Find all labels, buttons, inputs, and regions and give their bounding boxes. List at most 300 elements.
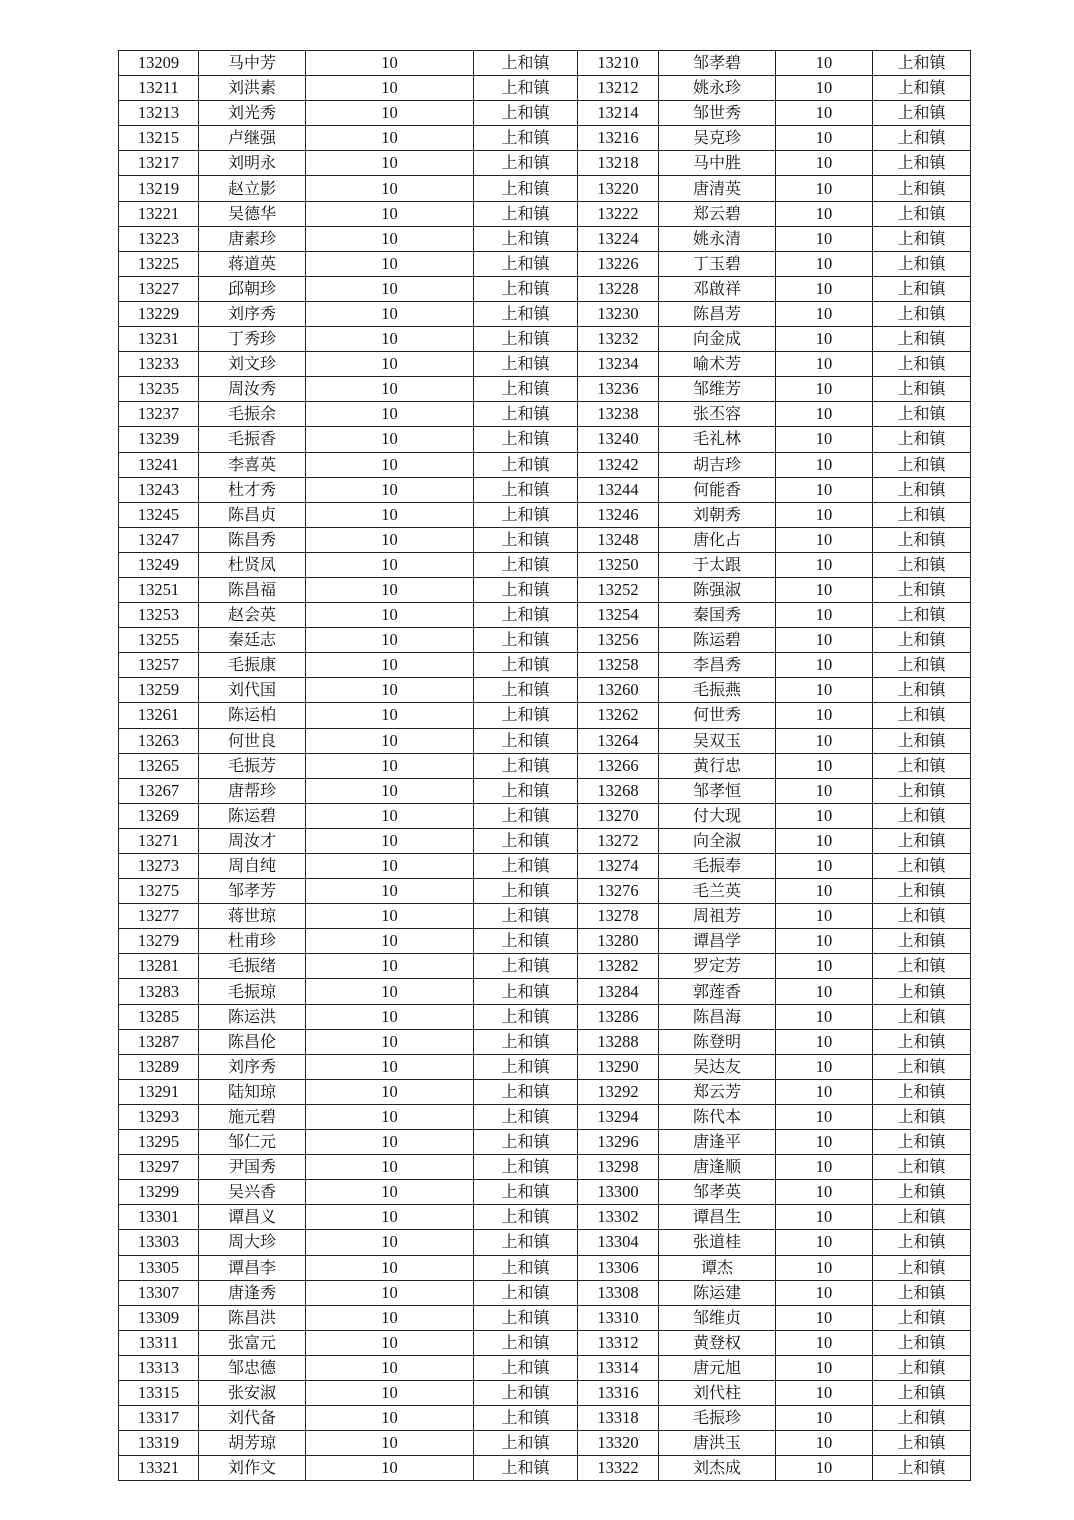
left-record-id-cell: 13313 — [119, 1355, 199, 1380]
left-person-name-cell: 陈运洪 — [199, 1004, 306, 1029]
right-amount-cell: 10 — [776, 879, 873, 904]
left-amount-cell: 10 — [306, 1079, 474, 1104]
left-record-id-cell: 13223 — [119, 226, 199, 251]
right-person-name-cell: 毛礼林 — [659, 427, 776, 452]
table-row — [119, 728, 971, 753]
left-town-cell: 上和镇 — [474, 377, 578, 402]
right-record-id-cell: 13316 — [578, 1380, 659, 1405]
left-amount-cell: 10 — [306, 1205, 474, 1230]
left-town-cell: 上和镇 — [474, 1054, 578, 1079]
right-record-id-cell: 13214 — [578, 101, 659, 126]
left-record-id-cell: 13271 — [119, 828, 199, 853]
left-person-name-cell: 邹仁元 — [199, 1130, 306, 1155]
right-record-id-cell: 13280 — [578, 929, 659, 954]
left-amount-cell: 10 — [306, 778, 474, 803]
left-record-id-cell: 13233 — [119, 352, 199, 377]
right-record-id-cell: 13286 — [578, 1004, 659, 1029]
left-town-cell: 上和镇 — [474, 502, 578, 527]
right-town-cell: 上和镇 — [873, 377, 971, 402]
right-record-id-cell: 13282 — [578, 954, 659, 979]
left-amount-cell: 10 — [306, 954, 474, 979]
right-person-name-cell: 邓啟祥 — [659, 276, 776, 301]
table-row — [119, 1205, 971, 1230]
right-town-cell: 上和镇 — [873, 1079, 971, 1104]
left-town-cell: 上和镇 — [474, 301, 578, 326]
right-person-name-cell: 邹孝英 — [659, 1180, 776, 1205]
left-person-name-cell: 刘序秀 — [199, 301, 306, 326]
right-amount-cell: 10 — [776, 703, 873, 728]
left-record-id-cell: 13239 — [119, 427, 199, 452]
right-town-cell: 上和镇 — [873, 1155, 971, 1180]
right-record-id-cell: 13242 — [578, 452, 659, 477]
right-amount-cell: 10 — [776, 653, 873, 678]
left-town-cell: 上和镇 — [474, 101, 578, 126]
left-amount-cell: 10 — [306, 1406, 474, 1431]
right-person-name-cell: 黄行忠 — [659, 753, 776, 778]
right-record-id-cell: 13248 — [578, 527, 659, 552]
left-person-name-cell: 陈昌秀 — [199, 527, 306, 552]
left-town-cell: 上和镇 — [474, 552, 578, 577]
right-town-cell: 上和镇 — [873, 603, 971, 628]
right-town-cell: 上和镇 — [873, 1255, 971, 1280]
left-record-id-cell: 13307 — [119, 1280, 199, 1305]
right-person-name-cell: 郑云芳 — [659, 1079, 776, 1104]
left-person-name-cell: 何世良 — [199, 728, 306, 753]
table-row — [119, 477, 971, 502]
right-town-cell: 上和镇 — [873, 778, 971, 803]
left-record-id-cell: 13295 — [119, 1130, 199, 1155]
right-amount-cell: 10 — [776, 251, 873, 276]
left-amount-cell: 10 — [306, 427, 474, 452]
right-amount-cell: 10 — [776, 126, 873, 151]
right-record-id-cell: 13276 — [578, 879, 659, 904]
table-row — [119, 301, 971, 326]
right-record-id-cell: 13260 — [578, 678, 659, 703]
right-town-cell: 上和镇 — [873, 51, 971, 76]
right-amount-cell: 10 — [776, 176, 873, 201]
left-person-name-cell: 胡芳琼 — [199, 1431, 306, 1456]
table-row — [119, 76, 971, 101]
right-record-id-cell: 13254 — [578, 603, 659, 628]
right-town-cell: 上和镇 — [873, 1280, 971, 1305]
right-amount-cell: 10 — [776, 477, 873, 502]
left-amount-cell: 10 — [306, 527, 474, 552]
left-amount-cell: 10 — [306, 603, 474, 628]
left-record-id-cell: 13291 — [119, 1079, 199, 1104]
table-row — [119, 1431, 971, 1456]
right-town-cell: 上和镇 — [873, 101, 971, 126]
right-town-cell: 上和镇 — [873, 226, 971, 251]
left-town-cell: 上和镇 — [474, 728, 578, 753]
left-person-name-cell: 邹孝芳 — [199, 879, 306, 904]
table-row — [119, 402, 971, 427]
left-amount-cell: 10 — [306, 1380, 474, 1405]
left-person-name-cell: 赵立影 — [199, 176, 306, 201]
left-amount-cell: 10 — [306, 327, 474, 352]
table-row — [119, 879, 971, 904]
right-record-id-cell: 13278 — [578, 904, 659, 929]
left-record-id-cell: 13277 — [119, 904, 199, 929]
left-person-name-cell: 卢继强 — [199, 126, 306, 151]
right-person-name-cell: 李昌秀 — [659, 653, 776, 678]
left-record-id-cell: 13269 — [119, 803, 199, 828]
left-amount-cell: 10 — [306, 1130, 474, 1155]
left-record-id-cell: 13231 — [119, 327, 199, 352]
left-person-name-cell: 杜才秀 — [199, 477, 306, 502]
left-amount-cell: 10 — [306, 1305, 474, 1330]
table-row — [119, 854, 971, 879]
left-amount-cell: 10 — [306, 402, 474, 427]
left-amount-cell: 10 — [306, 352, 474, 377]
right-town-cell: 上和镇 — [873, 76, 971, 101]
right-person-name-cell: 陈运建 — [659, 1280, 776, 1305]
right-town-cell: 上和镇 — [873, 1456, 971, 1481]
right-amount-cell: 10 — [776, 276, 873, 301]
left-town-cell: 上和镇 — [474, 703, 578, 728]
right-record-id-cell: 13258 — [578, 653, 659, 678]
right-person-name-cell: 向金成 — [659, 327, 776, 352]
left-town-cell: 上和镇 — [474, 427, 578, 452]
right-person-name-cell: 陈代本 — [659, 1104, 776, 1129]
right-town-cell: 上和镇 — [873, 251, 971, 276]
table-row — [119, 452, 971, 477]
left-amount-cell: 10 — [306, 1355, 474, 1380]
table-row — [119, 377, 971, 402]
left-town-cell: 上和镇 — [474, 126, 578, 151]
left-person-name-cell: 刘代国 — [199, 678, 306, 703]
left-town-cell: 上和镇 — [474, 1255, 578, 1280]
table-row — [119, 502, 971, 527]
left-person-name-cell: 陈运碧 — [199, 803, 306, 828]
right-town-cell: 上和镇 — [873, 1431, 971, 1456]
table-row — [119, 653, 971, 678]
left-town-cell: 上和镇 — [474, 151, 578, 176]
left-town-cell: 上和镇 — [474, 226, 578, 251]
left-amount-cell: 10 — [306, 1155, 474, 1180]
right-amount-cell: 10 — [776, 352, 873, 377]
table-row — [119, 628, 971, 653]
table-row — [119, 51, 971, 76]
table-row — [119, 201, 971, 226]
left-person-name-cell: 唐逢秀 — [199, 1280, 306, 1305]
table-row — [119, 778, 971, 803]
right-amount-cell: 10 — [776, 1155, 873, 1180]
right-amount-cell: 10 — [776, 1054, 873, 1079]
right-record-id-cell: 13232 — [578, 327, 659, 352]
left-town-cell: 上和镇 — [474, 276, 578, 301]
left-amount-cell: 10 — [306, 276, 474, 301]
right-person-name-cell: 唐元旭 — [659, 1355, 776, 1380]
right-person-name-cell: 马中胜 — [659, 151, 776, 176]
right-person-name-cell: 唐化占 — [659, 527, 776, 552]
right-town-cell: 上和镇 — [873, 477, 971, 502]
right-record-id-cell: 13220 — [578, 176, 659, 201]
right-person-name-cell: 黄登权 — [659, 1330, 776, 1355]
right-town-cell: 上和镇 — [873, 502, 971, 527]
left-record-id-cell: 13315 — [119, 1380, 199, 1405]
table-row — [119, 1255, 971, 1280]
left-amount-cell: 10 — [306, 1431, 474, 1456]
left-person-name-cell: 谭昌李 — [199, 1255, 306, 1280]
right-town-cell: 上和镇 — [873, 577, 971, 602]
left-person-name-cell: 施元碧 — [199, 1104, 306, 1129]
left-record-id-cell: 13253 — [119, 603, 199, 628]
left-town-cell: 上和镇 — [474, 1205, 578, 1230]
left-person-name-cell: 陈昌洪 — [199, 1305, 306, 1330]
right-person-name-cell: 喻术芳 — [659, 352, 776, 377]
left-town-cell: 上和镇 — [474, 352, 578, 377]
right-person-name-cell: 邹孝碧 — [659, 51, 776, 76]
right-town-cell: 上和镇 — [873, 1205, 971, 1230]
left-person-name-cell: 唐帮珍 — [199, 778, 306, 803]
right-amount-cell: 10 — [776, 1104, 873, 1129]
right-amount-cell: 10 — [776, 1431, 873, 1456]
table-row — [119, 151, 971, 176]
right-amount-cell: 10 — [776, 301, 873, 326]
left-amount-cell: 10 — [306, 51, 474, 76]
left-town-cell: 上和镇 — [474, 1180, 578, 1205]
right-amount-cell: 10 — [776, 753, 873, 778]
left-town-cell: 上和镇 — [474, 176, 578, 201]
right-amount-cell: 10 — [776, 502, 873, 527]
right-record-id-cell: 13288 — [578, 1029, 659, 1054]
right-person-name-cell: 郭莲香 — [659, 979, 776, 1004]
right-person-name-cell: 刘朝秀 — [659, 502, 776, 527]
left-person-name-cell: 刘代备 — [199, 1406, 306, 1431]
left-record-id-cell: 13275 — [119, 879, 199, 904]
right-town-cell: 上和镇 — [873, 1330, 971, 1355]
left-amount-cell: 10 — [306, 577, 474, 602]
left-record-id-cell: 13317 — [119, 1406, 199, 1431]
right-person-name-cell: 姚永珍 — [659, 76, 776, 101]
right-record-id-cell: 13298 — [578, 1155, 659, 1180]
left-town-cell: 上和镇 — [474, 402, 578, 427]
left-town-cell: 上和镇 — [474, 628, 578, 653]
right-person-name-cell: 何世秀 — [659, 703, 776, 728]
table-row — [119, 1180, 971, 1205]
left-amount-cell: 10 — [306, 979, 474, 1004]
left-record-id-cell: 13235 — [119, 377, 199, 402]
table-row — [119, 1004, 971, 1029]
left-person-name-cell: 陈运柏 — [199, 703, 306, 728]
left-person-name-cell: 毛振香 — [199, 427, 306, 452]
left-town-cell: 上和镇 — [474, 954, 578, 979]
left-person-name-cell: 张富元 — [199, 1330, 306, 1355]
table-row — [119, 1330, 971, 1355]
left-amount-cell: 10 — [306, 929, 474, 954]
left-record-id-cell: 13265 — [119, 753, 199, 778]
right-person-name-cell: 付大现 — [659, 803, 776, 828]
left-amount-cell: 10 — [306, 1004, 474, 1029]
left-record-id-cell: 13279 — [119, 929, 199, 954]
table-row — [119, 603, 971, 628]
right-record-id-cell: 13246 — [578, 502, 659, 527]
left-record-id-cell: 13211 — [119, 76, 199, 101]
left-record-id-cell: 13281 — [119, 954, 199, 979]
right-amount-cell: 10 — [776, 803, 873, 828]
right-amount-cell: 10 — [776, 929, 873, 954]
right-amount-cell: 10 — [776, 151, 873, 176]
left-person-name-cell: 赵会英 — [199, 603, 306, 628]
right-record-id-cell: 13290 — [578, 1054, 659, 1079]
left-amount-cell: 10 — [306, 552, 474, 577]
right-amount-cell: 10 — [776, 778, 873, 803]
right-amount-cell: 10 — [776, 552, 873, 577]
right-person-name-cell: 毛兰英 — [659, 879, 776, 904]
right-person-name-cell: 陈登明 — [659, 1029, 776, 1054]
left-amount-cell: 10 — [306, 377, 474, 402]
right-person-name-cell: 邹维贞 — [659, 1305, 776, 1330]
table-row — [119, 527, 971, 552]
left-town-cell: 上和镇 — [474, 879, 578, 904]
table-row — [119, 1029, 971, 1054]
left-record-id-cell: 13261 — [119, 703, 199, 728]
right-town-cell: 上和镇 — [873, 527, 971, 552]
left-record-id-cell: 13299 — [119, 1180, 199, 1205]
left-person-name-cell: 蒋道英 — [199, 251, 306, 276]
right-amount-cell: 10 — [776, 226, 873, 251]
left-person-name-cell: 周汝秀 — [199, 377, 306, 402]
left-person-name-cell: 毛振康 — [199, 653, 306, 678]
right-amount-cell: 10 — [776, 452, 873, 477]
left-amount-cell: 10 — [306, 1054, 474, 1079]
left-record-id-cell: 13215 — [119, 126, 199, 151]
table-row — [119, 1130, 971, 1155]
right-person-name-cell: 毛振珍 — [659, 1406, 776, 1431]
left-record-id-cell: 13287 — [119, 1029, 199, 1054]
left-amount-cell: 10 — [306, 226, 474, 251]
table-row — [119, 1456, 971, 1481]
left-record-id-cell: 13321 — [119, 1456, 199, 1481]
left-person-name-cell: 毛振芳 — [199, 753, 306, 778]
right-record-id-cell: 13212 — [578, 76, 659, 101]
left-town-cell: 上和镇 — [474, 854, 578, 879]
right-amount-cell: 10 — [776, 904, 873, 929]
right-amount-cell: 10 — [776, 51, 873, 76]
left-town-cell: 上和镇 — [474, 76, 578, 101]
left-amount-cell: 10 — [306, 1104, 474, 1129]
table-row — [119, 1355, 971, 1380]
table-row — [119, 577, 971, 602]
right-amount-cell: 10 — [776, 1079, 873, 1104]
right-town-cell: 上和镇 — [873, 327, 971, 352]
table-row — [119, 251, 971, 276]
right-person-name-cell: 谭昌学 — [659, 929, 776, 954]
right-amount-cell: 10 — [776, 402, 873, 427]
table-row — [119, 678, 971, 703]
right-record-id-cell: 13256 — [578, 628, 659, 653]
right-person-name-cell: 张丕容 — [659, 402, 776, 427]
right-record-id-cell: 13304 — [578, 1230, 659, 1255]
left-record-id-cell: 13237 — [119, 402, 199, 427]
right-amount-cell: 10 — [776, 527, 873, 552]
right-person-name-cell: 陈昌芳 — [659, 301, 776, 326]
left-town-cell: 上和镇 — [474, 1355, 578, 1380]
right-town-cell: 上和镇 — [873, 427, 971, 452]
right-person-name-cell: 毛振奉 — [659, 854, 776, 879]
right-person-name-cell: 谭昌生 — [659, 1205, 776, 1230]
left-record-id-cell: 13257 — [119, 653, 199, 678]
table-row — [119, 427, 971, 452]
right-person-name-cell: 吴克珍 — [659, 126, 776, 151]
left-town-cell: 上和镇 — [474, 1230, 578, 1255]
right-record-id-cell: 13244 — [578, 477, 659, 502]
right-amount-cell: 10 — [776, 201, 873, 226]
right-amount-cell: 10 — [776, 1230, 873, 1255]
left-person-name-cell: 马中芳 — [199, 51, 306, 76]
table-row — [119, 1280, 971, 1305]
right-town-cell: 上和镇 — [873, 1406, 971, 1431]
left-amount-cell: 10 — [306, 1456, 474, 1481]
right-town-cell: 上和镇 — [873, 1380, 971, 1405]
left-record-id-cell: 13255 — [119, 628, 199, 653]
table-row — [119, 1305, 971, 1330]
left-record-id-cell: 13225 — [119, 251, 199, 276]
right-person-name-cell: 姚永清 — [659, 226, 776, 251]
left-amount-cell: 10 — [306, 1029, 474, 1054]
table-row — [119, 226, 971, 251]
right-person-name-cell: 唐逢平 — [659, 1130, 776, 1155]
right-record-id-cell: 13314 — [578, 1355, 659, 1380]
right-record-id-cell: 13294 — [578, 1104, 659, 1129]
left-record-id-cell: 13259 — [119, 678, 199, 703]
table-row — [119, 1380, 971, 1405]
left-amount-cell: 10 — [306, 201, 474, 226]
right-person-name-cell: 郑云碧 — [659, 201, 776, 226]
right-town-cell: 上和镇 — [873, 151, 971, 176]
right-person-name-cell: 吴达友 — [659, 1054, 776, 1079]
right-amount-cell: 10 — [776, 1205, 873, 1230]
right-town-cell: 上和镇 — [873, 1180, 971, 1205]
right-town-cell: 上和镇 — [873, 954, 971, 979]
left-person-name-cell: 丁秀珍 — [199, 327, 306, 352]
left-person-name-cell: 刘序秀 — [199, 1054, 306, 1079]
left-town-cell: 上和镇 — [474, 577, 578, 602]
left-person-name-cell: 刘文珍 — [199, 352, 306, 377]
right-amount-cell: 10 — [776, 1180, 873, 1205]
left-amount-cell: 10 — [306, 653, 474, 678]
right-record-id-cell: 13262 — [578, 703, 659, 728]
left-amount-cell: 10 — [306, 628, 474, 653]
right-amount-cell: 10 — [776, 1406, 873, 1431]
table-row — [119, 1230, 971, 1255]
left-record-id-cell: 13263 — [119, 728, 199, 753]
right-town-cell: 上和镇 — [873, 929, 971, 954]
left-person-name-cell: 周大珍 — [199, 1230, 306, 1255]
left-person-name-cell: 张安淑 — [199, 1380, 306, 1405]
right-town-cell: 上和镇 — [873, 552, 971, 577]
left-town-cell: 上和镇 — [474, 603, 578, 628]
left-record-id-cell: 13309 — [119, 1305, 199, 1330]
right-person-name-cell: 丁玉碧 — [659, 251, 776, 276]
left-amount-cell: 10 — [306, 1180, 474, 1205]
right-amount-cell: 10 — [776, 628, 873, 653]
right-person-name-cell: 谭杰 — [659, 1255, 776, 1280]
right-amount-cell: 10 — [776, 954, 873, 979]
left-record-id-cell: 13213 — [119, 101, 199, 126]
left-person-name-cell: 陈昌贞 — [199, 502, 306, 527]
left-town-cell: 上和镇 — [474, 929, 578, 954]
table-row — [119, 1079, 971, 1104]
right-town-cell: 上和镇 — [873, 1130, 971, 1155]
table-row — [119, 1054, 971, 1079]
right-town-cell: 上和镇 — [873, 276, 971, 301]
left-town-cell: 上和镇 — [474, 904, 578, 929]
left-town-cell: 上和镇 — [474, 251, 578, 276]
left-town-cell: 上和镇 — [474, 678, 578, 703]
left-record-id-cell: 13227 — [119, 276, 199, 301]
left-record-id-cell: 13241 — [119, 452, 199, 477]
